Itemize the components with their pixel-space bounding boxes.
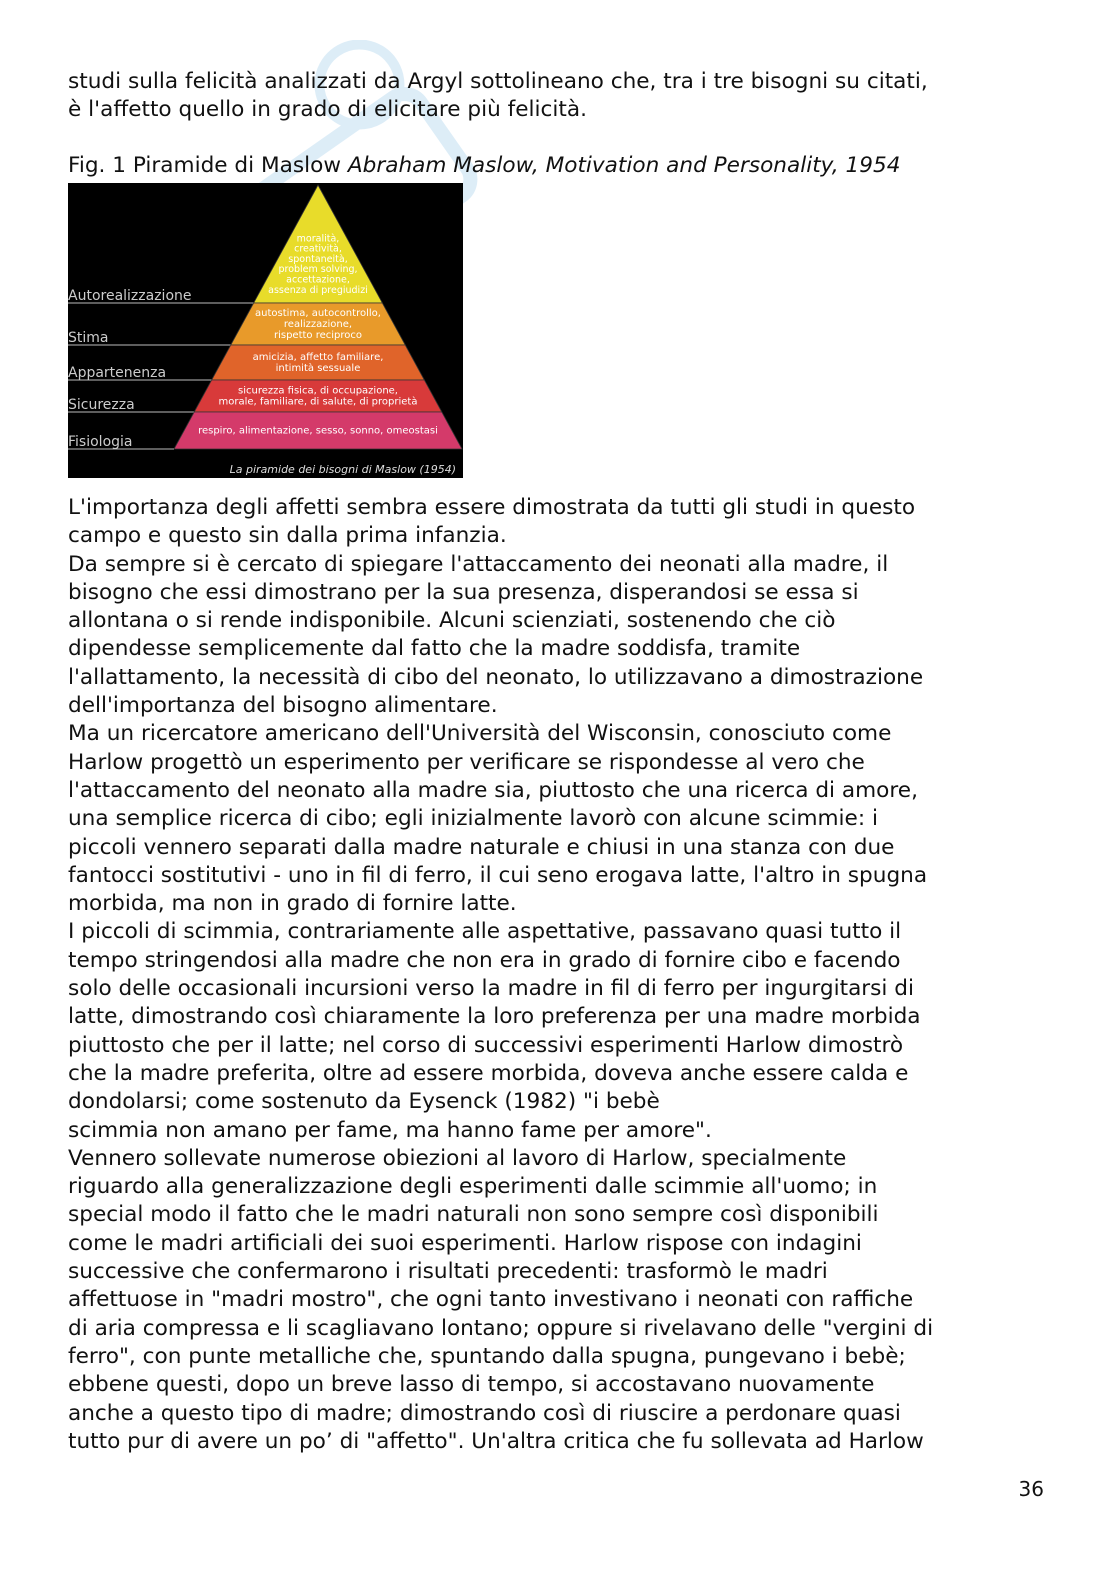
- pyramid-level-description: accettazione,: [286, 274, 350, 286]
- text-line: campo e questo sin dalla prima infanzia.: [68, 523, 507, 549]
- pyramid-level-name: Autorealizzazione: [68, 288, 192, 304]
- intro-paragraph: [68, 68, 1058, 125]
- figure-caption-label: Fig. 1 Piramide di Maslow: [68, 153, 348, 178]
- text-line: come le madri artificiali dei suoi esperimenti. Harlow rispose con indagini: [68, 1230, 862, 1256]
- pyramid-level-description: spontaneità,: [288, 253, 348, 265]
- text-line: di aria compressa e li scagliavano lontano; oppure si rivelavano delle "vergini di: [68, 1315, 934, 1341]
- text-line: ferro", con punte metalliche che, spuntando dalla spugna, pungevano i bebè;: [68, 1343, 906, 1369]
- text-line: l'attaccamento del neonato alla madre sia, piuttosto che una ricerca di amore,: [68, 777, 918, 803]
- text-line: latte, dimostrando così chiaramente la loro preferenza per una madre morbida: [68, 1004, 921, 1030]
- text-line: anche a questo tipo di madre; dimostrando così di riuscire a perdonare quasi: [68, 1400, 901, 1426]
- text-line: Vennero sollevate numerose obiezioni al lavoro di Harlow, specialmente: [68, 1145, 847, 1171]
- maslow-pyramid-figure: [68, 183, 463, 478]
- page-number: 36: [1018, 1477, 1044, 1501]
- pyramid-level-name: Stima: [68, 330, 109, 346]
- text-line: tempo stringendosi alla madre che non era in grado di fornire cibo e facendo: [68, 947, 901, 973]
- pyramid-level-description: morale, familiare, di salute, di proprietà: [218, 396, 418, 408]
- figure-caption-source: Abraham Maslow, Motivation and Personality, 1954: [347, 153, 901, 178]
- text-line: piccoli vennero separati dalla madre naturale e chiusi in una stanza con due: [68, 834, 895, 860]
- text-line: scimmia non amano per fame, ma hanno fame per amore".: [68, 1117, 712, 1143]
- pyramid-level-description: moralità,: [296, 233, 340, 245]
- text-line: L'importanza degli affetti sembra essere dimostrata da tutti gli studi in questo: [68, 495, 916, 520]
- text-line: Harlow progettò un esperimento per verificare se rispondesse al vero che: [68, 749, 865, 775]
- pyramid-level-description: amicizia, affetto familiare,: [252, 352, 384, 364]
- pyramid-level-name: Fisiologia: [68, 434, 133, 450]
- pyramid-level-description: realizzazione,: [283, 319, 353, 330]
- text-line: piuttosto che per il latte; nel corso di successivi esperimenti Harlow dimostrò: [68, 1032, 904, 1058]
- text-line: solo delle occasionali incursioni verso la madre in fil di ferro per ingurgitarsi di: [68, 976, 914, 1002]
- text-line: affettuose in "madri mostro", che ogni tanto investivano i neonati con raffiche: [68, 1287, 914, 1313]
- text-line: che la madre preferita, oltre ad essere morbida, doveva anche essere calda e: [68, 1060, 909, 1086]
- pyramid-level-description: autostima, autocontrollo,: [255, 308, 381, 320]
- text-line: dipendesse semplicemente dal fatto che la madre soddisfa, tramite: [68, 636, 801, 662]
- pyramid-level-description: assenza di pregiudizi: [268, 284, 368, 296]
- text-line: studi sulla felicità analizzati da Argyl sottolineano che, tra i tre bisogni su citati,: [68, 69, 928, 94]
- text-line: special modo il fatto che le madri naturali non sono sempre così disponibili: [68, 1202, 879, 1228]
- text-line: è l'affetto quello in grado di elicitare più felicità.: [68, 97, 587, 123]
- text-line: riguardo alla generalizzazione degli esperimenti dalle scimmie all'uomo; in: [68, 1174, 878, 1200]
- text-line: Ma un ricercatore americano dell'Università del Wisconsin, conosciuto come: [68, 721, 892, 747]
- text-line: tutto pur di avere un po’ di "affetto". Un'altra critica che fu sollevata ad Harlow: [68, 1428, 924, 1454]
- body-paragraphs: [68, 494, 1058, 1456]
- text-line: allontana o si rende indisponibile. Alcuni scienziati, sostenendo che ciò: [68, 608, 836, 634]
- text-line: l'allattamento, la necessità di cibo del neonato, lo utilizzavano a dimostrazione: [68, 664, 924, 690]
- text-line: successive che confermarono i risultati precedenti: trasformò le madri: [68, 1259, 828, 1285]
- pyramid-level-description: intimità sessuale: [275, 362, 361, 374]
- figure-caption: [68, 152, 900, 180]
- text-line: Da sempre si è cercato di spiegare l'attaccamento dei neonati alla madre, il: [68, 551, 889, 577]
- pyramid-level-description: creatività,: [294, 243, 342, 255]
- pyramid-level-description: rispetto reciproco: [273, 329, 363, 341]
- text-line: I piccoli di scimmia, contrariamente alle aspettative, passavano quasi tutto il: [68, 919, 902, 945]
- pyramid-image-caption: La piramide dei bisogni di Maslow (1954): [229, 463, 456, 476]
- pyramid-level-description: respiro, alimentazione, sesso, sonno, omeostasi: [198, 425, 438, 437]
- text-line: bisogno che essi dimostrano per la sua presenza, disperandosi se essa si: [68, 579, 859, 605]
- pyramid-level-description: problem solving,: [278, 264, 358, 276]
- text-line: dell'importanza del bisogno alimentare.: [68, 693, 498, 719]
- text-line: morbida, ma non in grado di fornire latte.: [68, 891, 517, 917]
- pyramid-level-description: sicurezza fisica, di occupazione,: [238, 385, 398, 397]
- pyramid-level-name: Appartenenza: [68, 365, 167, 381]
- pyramid-level-name: Sicurezza: [68, 397, 135, 413]
- text-line: dondolarsi; come sostenuto da Eysenck (1982) "i bebè: [68, 1089, 660, 1115]
- text-line: una semplice ricerca di cibo; egli inizialmente lavorò con alcune scimmie: i: [68, 806, 878, 832]
- maslow-pyramid: [68, 183, 463, 478]
- text-line: fantocci sostitutivi - uno in fil di ferro, il cui seno erogava latte, l'altro in spugna: [68, 862, 928, 888]
- text-line: ebbene questi, dopo un breve lasso di tempo, si accostavano nuovamente: [68, 1372, 875, 1398]
